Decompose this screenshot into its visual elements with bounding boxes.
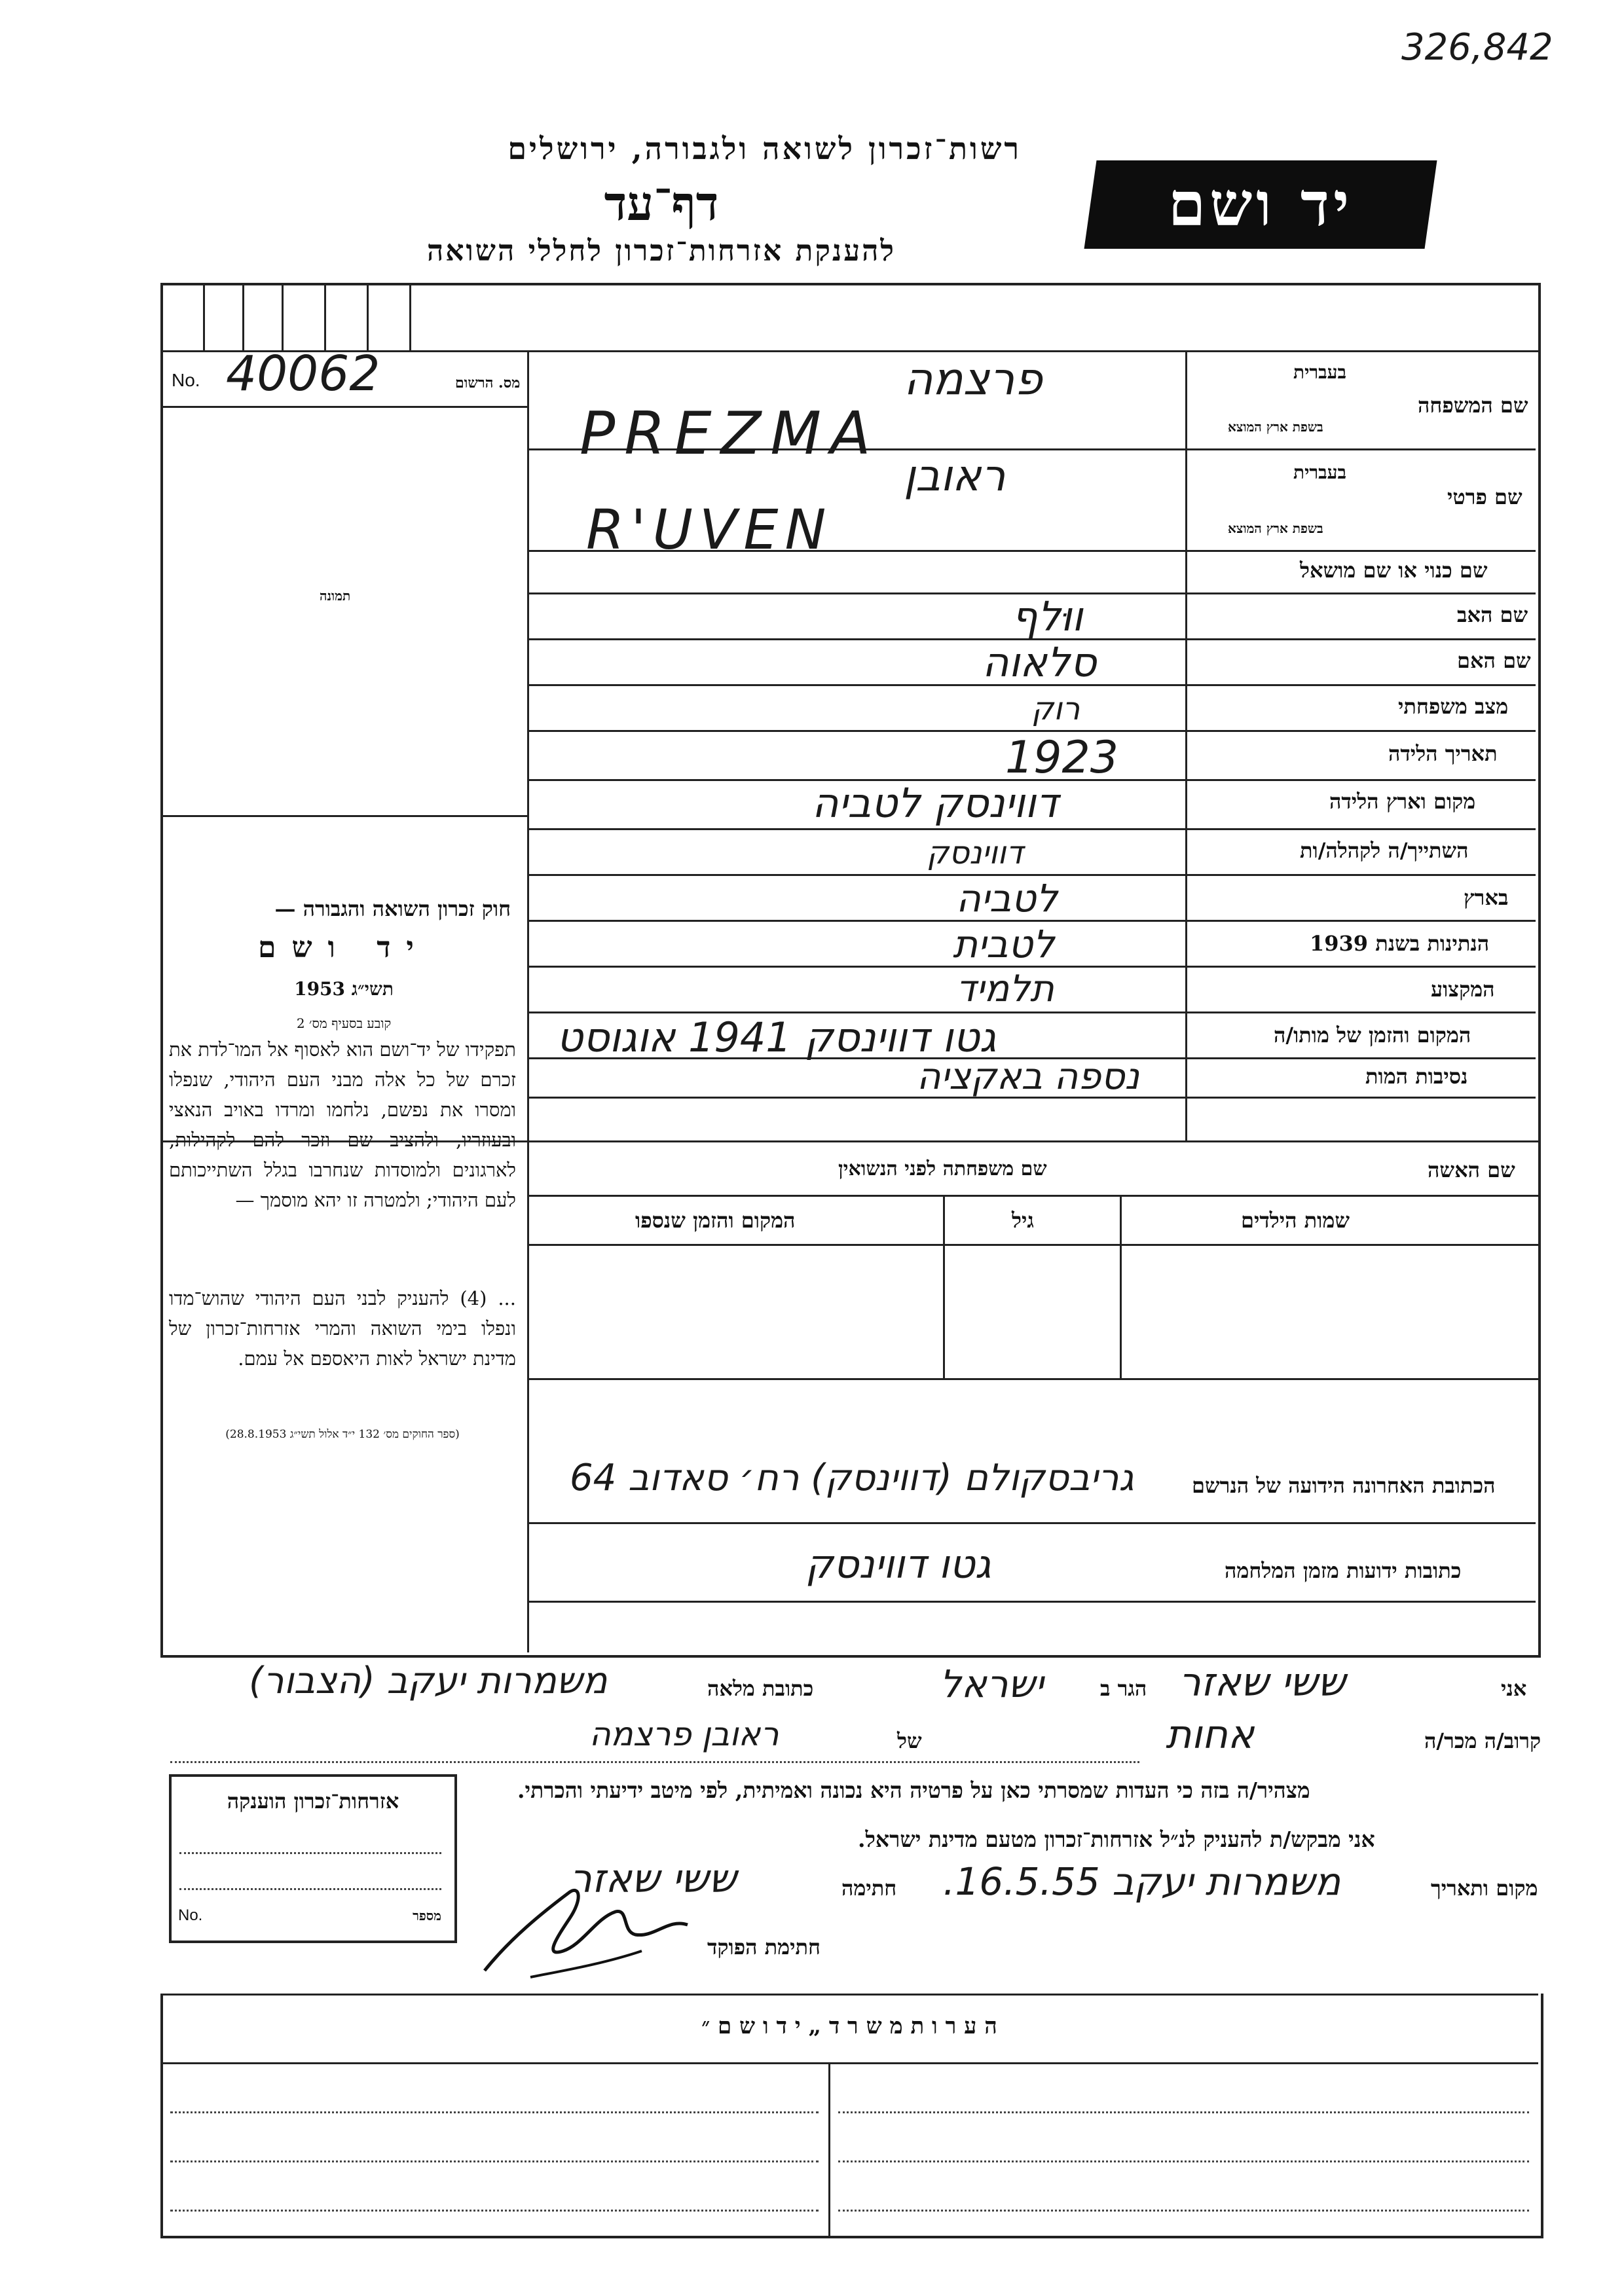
signature-label: חתימה	[841, 1876, 897, 1901]
yad-vashem-logo	[1084, 160, 1437, 249]
relation-label: קרוב/ה מכר/ה	[1424, 1728, 1541, 1753]
place-date-value: משמרות יעקב 16.5.55.	[943, 1859, 1341, 1904]
family-name-latin: PREZMA	[580, 399, 880, 468]
office-notes-title: ה ע ר ו ת מ ש ר ד „ י ד ו ש ם ״	[701, 2013, 997, 2039]
law-year: תשי״ג 1953	[294, 978, 394, 1000]
marital-value: רוק	[1031, 691, 1080, 727]
war-address-label: כתובות ידועות מזמן המלחמה	[1225, 1558, 1462, 1583]
archive-number: 326,842	[1401, 26, 1553, 69]
officer-signature-label: חתימת הפוקד	[707, 1935, 821, 1959]
declarant-name: ששי שאזר	[1179, 1660, 1346, 1705]
photo-label: תמונה	[320, 588, 351, 604]
declaration-text: מצהיר/ה בזה כי העדות שמסרתי כאן על פרטיה היא נכונה ואמיתית, לפי מיטב ידיעתי והכרתי.	[517, 1777, 1310, 1803]
citizenship-box	[169, 1774, 457, 1943]
mother-value: סלאוה	[982, 638, 1097, 686]
first-hebrew-sub: בעברית	[1293, 462, 1347, 483]
death-circumstances-value: נספה באקציה	[917, 1055, 1139, 1098]
birth-place-label: מקום וארץ הלידה	[1329, 789, 1476, 814]
war-address-value: גטו דווינסק	[805, 1542, 991, 1588]
citizenship-box-title: אזרחות־זכרון הוענקה	[227, 1789, 399, 1813]
logo-text: יד ושם	[1168, 169, 1354, 240]
full-address-label: כתובת מלאה	[707, 1676, 814, 1701]
relation-value: אחות	[1166, 1712, 1255, 1758]
declarant-signature: ששי שאזר	[570, 1856, 737, 1902]
wife-label: שם האשה	[1428, 1157, 1515, 1182]
declarant-city: ישראל	[940, 1662, 1044, 1706]
declarant-i-label: אני	[1501, 1676, 1527, 1701]
death-circumstances-label: נסיבות המות	[1365, 1064, 1468, 1089]
of-name: ראובן פרצמה	[589, 1715, 779, 1753]
reg-heb-label: מס. הרשום	[455, 374, 521, 392]
authority-header: רשות־זכרון לשואה ולגבורה, ירושלים	[507, 131, 1022, 166]
nationality-value: לטבית	[953, 922, 1055, 966]
birth-place-value: דווינסק לטביה	[812, 779, 1058, 827]
law-title: חוק זכרון השואה והגבורה —	[274, 896, 511, 921]
officer-signature-scribble	[471, 1872, 707, 1990]
declarant-address: משמרות יעקב (הצבור)	[249, 1660, 608, 1702]
law-name: יד ושם	[258, 931, 430, 964]
country-label: בארץ	[1464, 885, 1509, 910]
family-name-label: שם המשפחה	[1418, 393, 1528, 418]
resides-label: הגר ב	[1100, 1676, 1147, 1701]
request-text: אני מבקש/ת להעניק לנ״ל אזרחות־זכרון מטעם מדינת ישראל.	[858, 1827, 1375, 1852]
children-age-header: גיל	[1012, 1208, 1034, 1233]
children-place-header: המקום והזמן שנספו	[635, 1208, 796, 1233]
form-title: דף־עד	[604, 175, 719, 231]
nationality-label: הנתינות בשנת 1939	[1310, 931, 1490, 956]
first-name-label: שם פרטי	[1447, 484, 1522, 509]
profession-label: המקצוע	[1431, 977, 1495, 1002]
first-country-sub: בשפת ארץ המוצא	[1228, 520, 1323, 536]
wife-maiden-label: שם משפחתה לפני הנשואין	[838, 1157, 1047, 1180]
community-value: דווינסק	[927, 835, 1024, 871]
children-names-header: שמות הילדים	[1241, 1208, 1350, 1233]
last-address-value: גריבסקולם (דווינסק) רח׳ סאדוב 64	[570, 1457, 1134, 1499]
family-country-sub: בשפת ארץ המוצא	[1228, 419, 1323, 435]
country-value: לטביה	[956, 876, 1058, 920]
death-place-value: גטו דווינסק 1941 אוגוסט	[557, 1013, 997, 1061]
birth-date-label: תאריך הלידה	[1388, 741, 1498, 766]
last-address-label: הכתובת האחרונה הידועה של הנרשם	[1192, 1473, 1496, 1498]
of-label: של	[897, 1728, 922, 1753]
citizenship-no-label: No.	[178, 1906, 203, 1924]
form-subtitle: להענקת אזרחות־זכרון לחללי השואה	[426, 234, 896, 268]
profession-value: תלמיד	[956, 968, 1054, 1010]
first-name-latin: R'UVEN	[586, 498, 833, 562]
father-value: ווּלף	[1012, 592, 1083, 640]
citizenship-no-heb: מספר	[413, 1908, 441, 1923]
main-frame	[160, 283, 1541, 1658]
family-name-hebrew: פרצמה	[904, 354, 1043, 405]
marital-label: מצב משפחתי	[1398, 694, 1509, 719]
mother-label: שם האם	[1457, 648, 1531, 673]
father-label: שם האב	[1457, 602, 1528, 627]
community-label: השתייך/ה לקהלה/ות	[1300, 838, 1469, 863]
reg-no-label: No.	[172, 370, 200, 390]
first-name-hebrew: ראובן	[904, 450, 1006, 501]
nickname-label: שם כנוי או שם מושאל	[1300, 558, 1488, 583]
family-hebrew-sub: בעברית	[1293, 361, 1347, 383]
birth-date-value: 1923	[1005, 732, 1119, 784]
registration-number: 40062	[226, 346, 380, 402]
place-date-label: מקום ותאריך	[1431, 1876, 1538, 1901]
law-text-1: תפקידו של יד־ושם הוא לאסוף אל המו־לדת את זכרם של כל אלה מבני העם היהודי, שנפלו ומסרו את נפשם, נלחמו ומרדו באויב הנאצי ובעוזריו, ולהציב שם וזכר להם לקהילות, לארגונים ולמוסדות שנחרבו בגלל השתייכותם לעם היהודי; ולמטרה זו יהא מוסמך —	[169, 1038, 516, 1211]
law-reference: (ספר החוקים מס׳ 132 י״ד אלול תשי״ג 28.8.1953)	[225, 1428, 460, 1441]
law-text-2: ... (4) להעניק לבני העם היהודי שהוש־מדו ונפלו בימי השואה והמרי אזרחות־זכרון של מדינת ישראל לאות היאספם אל עמם.	[169, 1287, 516, 1370]
death-place-label: המקום והזמן של מותו/ה	[1274, 1023, 1471, 1048]
law-clause: קובע בסעיף מס׳ 2	[296, 1015, 392, 1031]
